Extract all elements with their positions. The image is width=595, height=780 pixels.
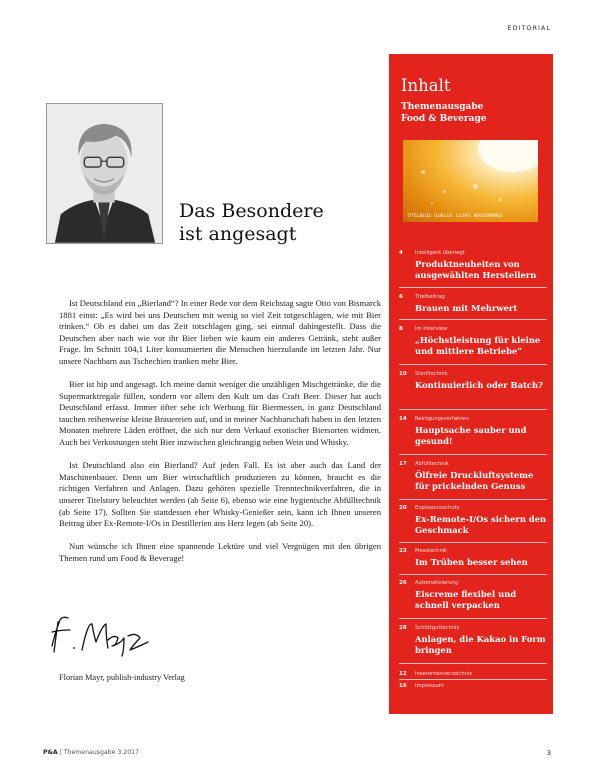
cover-caption: TITELBILD: QUELLE: 123RF, NIKSOMMKO — [407, 213, 503, 218]
toc-title: Anlagen, die Kakao in Form bringen — [415, 634, 546, 655]
toc-divider — [399, 499, 547, 500]
toc-page-number: 6 — [399, 294, 403, 300]
contents-sidebar — [389, 54, 553, 714]
toc-title: Hauptsache sauber und gesund! — [415, 425, 527, 446]
toc-category: Im Interview — [415, 326, 448, 332]
editorial-paragraph: Ist Deutschland also ein Bierland? Auf jeden Fall. Es ist aber auch das Land der Maschinenbauer. Denn um Bier wirtschaftlich produzieren zu können, braucht es die richtigen Verfahren und Anlagen. Dazu gehören spezielle Trenntechnikverfahren, die in unserer Titelstory beleuchtet werden (ab Seite 6), ebenso wie eine hygienische Abfülltechnik (ab Seite 17). Sollten Sie stattdessen eher Whisky-Genießer sein, kann ich Ihnen unseren Beitrag über Ex-Remote-I/Os in Destillerien ans Herz legen (ab Seite 20). — [59, 460, 381, 529]
toc-title: Produktneuheiten von ausgewählten Herstellern — [415, 259, 537, 280]
toc-page-number: 20 — [399, 505, 407, 511]
beer-bubble — [431, 202, 433, 204]
footer-brand: P&A — [43, 749, 58, 756]
footer-issue: Themenausgabe 3.2017 — [63, 749, 140, 756]
toc-category: Intelligent überlegt — [415, 250, 465, 256]
toc-title: Ex-Remote-I/Os sichern den Geschmack — [415, 514, 547, 535]
toc-page-number: 12 — [399, 671, 407, 677]
beer-bubble — [473, 184, 478, 189]
toc-title: Kontinuierlich oder Batch? — [415, 380, 543, 390]
footer-publication — [43, 749, 139, 756]
toc-page-number: 14 — [399, 416, 407, 422]
toc-divider — [399, 574, 547, 575]
toc-page-number: 10 — [399, 371, 407, 377]
editorial-paragraph: Nun wünsche ich Ihnen eine spannende Lektüre und viel Vergnügen mit den übrigen Themen rund um Food & Beverage! — [59, 541, 381, 563]
toc-divider — [399, 319, 547, 320]
toc-divider — [399, 364, 547, 365]
portrait-image — [47, 104, 162, 243]
footer-separator: | — [59, 749, 64, 756]
signature-caption: Florian Mayr, publish-industry Verlag — [59, 673, 185, 682]
toc-page-number: 4 — [399, 250, 403, 256]
toc-page-number: 17 — [399, 461, 407, 467]
editorial-paragraph: Bier ist hip und angesagt. Ich meine damit weniger die unzähligen Mischgetränke, die die Supermarktregale füllen, sondern vor allem den Kult um das Craft Beer. Dieser hat auch Deutschland erfasst. Immer öfter sehe ich Werbung für Biermessen, in ganz Deutschland tauchen reihenweise kleine Brauereien auf, und in meiner Nachbarschaft haben in den letzten Monaten mehrere Läden eröffnet, die sich nur dem Verkauf exotischer Biersorten widmen. Auch bei Verkostungen steht Bier inzwischen gleichrangig neben Wein und Whisky. — [59, 379, 381, 448]
page-number: 3 — [546, 749, 551, 757]
toc-title: Brauen mit Mehrwert — [415, 303, 518, 313]
toc-category: Automatisierung — [415, 580, 459, 586]
toc-divider — [399, 618, 547, 619]
toc-divider — [399, 409, 547, 410]
toc-category: Impressum — [415, 683, 444, 689]
beer-bubble — [443, 190, 446, 193]
toc-divider — [399, 663, 547, 664]
beer-foam — [478, 140, 538, 172]
toc-page-number: 23 — [399, 548, 407, 554]
subtitle-line-1: Themenausgabe — [401, 102, 484, 112]
editorial-body — [59, 298, 381, 576]
editorial-paragraph: Ist Deutschland ein „Bierland“? In einer Rede vor dem Reichstag sagte Otto von Bismarck 1881 einst: „Es wird bei uns Deutschen mit wenig so viel Zeit totgeschlagen, wie mit Bier trinken.“ Ob es dabei um das Zeit totschlagen ging, sei einmal dahingestellt. Dass die Deutschen aber nach wie vor ihr Bier lieben wie kaum ein anderes Getränk, steht außer Frage. Im Schnitt 104,1 Liter konsumierten die Menschen hierzulande im letzten Jahr. Nur unsere Nachbarn aus Tschechien tranken mehr Bier. — [59, 298, 381, 366]
subtitle-line-2: Food & Beverage — [401, 114, 487, 124]
editorial-headline — [179, 200, 324, 246]
toc-category: Reinigungsverfahren — [415, 416, 469, 422]
handwritten-signature — [46, 612, 164, 658]
toc-category: Explosionsschutz — [415, 505, 460, 511]
toc-title: Eiscreme flexibel und schnell verpacken — [415, 589, 517, 610]
toc-divider — [399, 679, 547, 680]
toc-title: Im Trüben besser sehen — [415, 557, 528, 567]
headline-line-1: Das Besondere — [179, 200, 324, 222]
toc-category: Inserentenverzeichnis — [415, 671, 473, 677]
toc-divider — [399, 454, 547, 455]
toc-category: Titelbeitrag — [415, 294, 445, 300]
contents-subtitle — [401, 101, 486, 125]
author-portrait — [46, 103, 163, 244]
toc-title: „Höchstleistung für kleine und mittlere Betriebe“ — [415, 335, 541, 356]
toc-title: Ölfreie Druckluftsysteme für prickelnden Genuss — [415, 470, 534, 491]
headline-line-2: ist angesagt — [179, 223, 297, 245]
toc-page-number: 16 — [399, 683, 407, 689]
toc-category: Steriltechnik — [415, 371, 448, 377]
beer-bubble — [421, 170, 425, 174]
toc-page-number: 28 — [399, 625, 407, 631]
toc-divider — [399, 287, 547, 288]
beer-bubble — [499, 198, 502, 201]
toc-divider — [399, 542, 547, 543]
toc-page-number: 26 — [399, 580, 407, 586]
contents-title: Inhalt — [401, 76, 451, 95]
toc-page-number: 8 — [399, 326, 403, 332]
toc-category: Abfülltechnik — [415, 461, 449, 467]
cover-image[interactable] — [403, 140, 538, 222]
section-label: EDITORIAL — [507, 24, 551, 32]
toc-category: Messtechnik — [415, 548, 448, 554]
toc-category: Schüttguttechnik — [415, 625, 460, 631]
